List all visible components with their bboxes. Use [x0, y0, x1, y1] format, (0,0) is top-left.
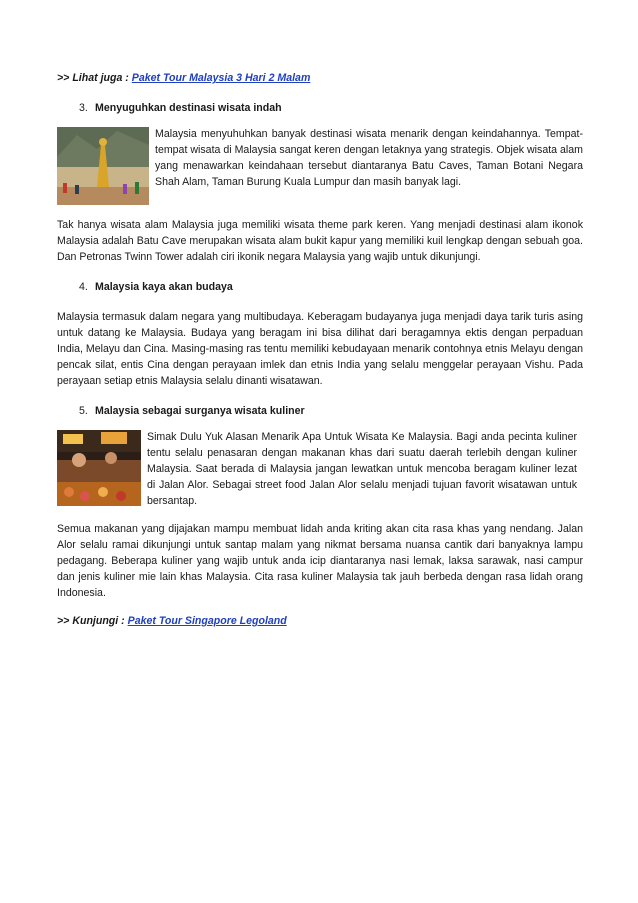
- see-also-prefix: >> Lihat juga :: [57, 72, 132, 84]
- section-4-title: Malaysia kaya akan budaya: [95, 281, 233, 293]
- visit-link[interactable]: Paket Tour Singapore Legoland: [127, 615, 287, 627]
- visit-line: [57, 613, 583, 629]
- section-5-body: Simak Dulu Yuk Alasan Menarik Apa Untuk Wisata Ke Malaysia. Bagi anda pecinta kuliner tentu selalu penasaran dengan makanan khas dari suatu daerah terlebih dengan kuliner Malaysia. Saat berada di Malaysia jangan lewatkan untuk mencoba beragam kuliner lezat di Jalan Alor. Sebagai street food Jalan Alor selalu menjadi tujuan favorit wisatawan untuk bersantap.: [147, 431, 577, 507]
- section-5-heading: [57, 403, 583, 419]
- document-page: [57, 70, 583, 629]
- section-3-number: 3.: [79, 102, 88, 114]
- section-3-heading: [57, 100, 583, 116]
- section-3-body: Malaysia menyuhuhkan banyak destinasi wisata menarik dengan keindahannya. Tempat-tempat wisata di Malaysia sangat keren dengan letaknya yang strategis. Objek wisata alam yang menawarkan keindahaan tersebut diantaranya Batu Caves, Taman Botani Negara Shah Alam, Taman Burung Kuala Lumpur dan masih banyak lagi.: [155, 128, 583, 188]
- theme-park-paragraph: Tak hanya wisata alam Malaysia juga memiliki wisata theme park keren. Yang menjadi destinasi alam ikonok Malaysia adalah Batu Cave merupakan wisata alam bukit kapur yang memiliki kuil lengkap dengan sebuah goa. Dan Petronas Twinn Tower adalah ciri ikonik negara Malaysia yang wajib untuk dikunjungi.: [57, 219, 583, 263]
- section-3-block: [57, 126, 583, 205]
- batu-caves-photo: [57, 127, 149, 205]
- section-3-title: Menyuguhkan destinasi wisata indah: [95, 102, 282, 114]
- see-also-link[interactable]: Paket Tour Malaysia 3 Hari 2 Malam: [131, 72, 311, 84]
- section-5-block: [57, 429, 583, 509]
- section-4-body: Malaysia termasuk dalam negara yang multibudaya. Keberagam budayanya juga menjadi daya tarik turis asing untuk datang ke Malaysia. Budaya yang beragam ini bisa dilihat dari beragamnya ektis dengan perpaduan India, Melayu dan Cina. Masing-masing ras tentu memiliki kebudayaan menarik contohnya etnis Melayu dengan pencak silat, entis Cina dengan perayaan imlek dan etnis India yang selalu menggelar perayaan Vishu. Pada perayaan setiap etnis Malaysia selalu dinanti wisatawan.: [57, 311, 583, 387]
- food-paragraph: Semua makanan yang dijajakan mampu membuat lidah anda kriting akan cita rasa khas yang nendang. Jalan Alor selalu ramai dikunjungi untuk santap malam yang nikmat bersama nuansa cantik dari banyaknya lampu pedagang. Beberapa kuliner yang wajib untuk anda icip diantaranya nasi lemak, laksa sarawak, nasi campur dan jenis kuliner mie lain khas Malaysia. Cita rasa kuliner Malaysia tak jauh berbeda dengan rasa lidah orang Indonesia.: [57, 523, 583, 599]
- jalan-alor-photo: [57, 430, 141, 506]
- section-5-number: 5.: [79, 405, 88, 417]
- section-4-number: 4.: [79, 281, 88, 293]
- section-4-heading: [57, 279, 583, 295]
- section-5-title: Malaysia sebagai surganya wisata kuliner: [95, 405, 305, 417]
- visit-prefix: >> Kunjungi :: [57, 615, 128, 627]
- see-also-line: [57, 70, 583, 86]
